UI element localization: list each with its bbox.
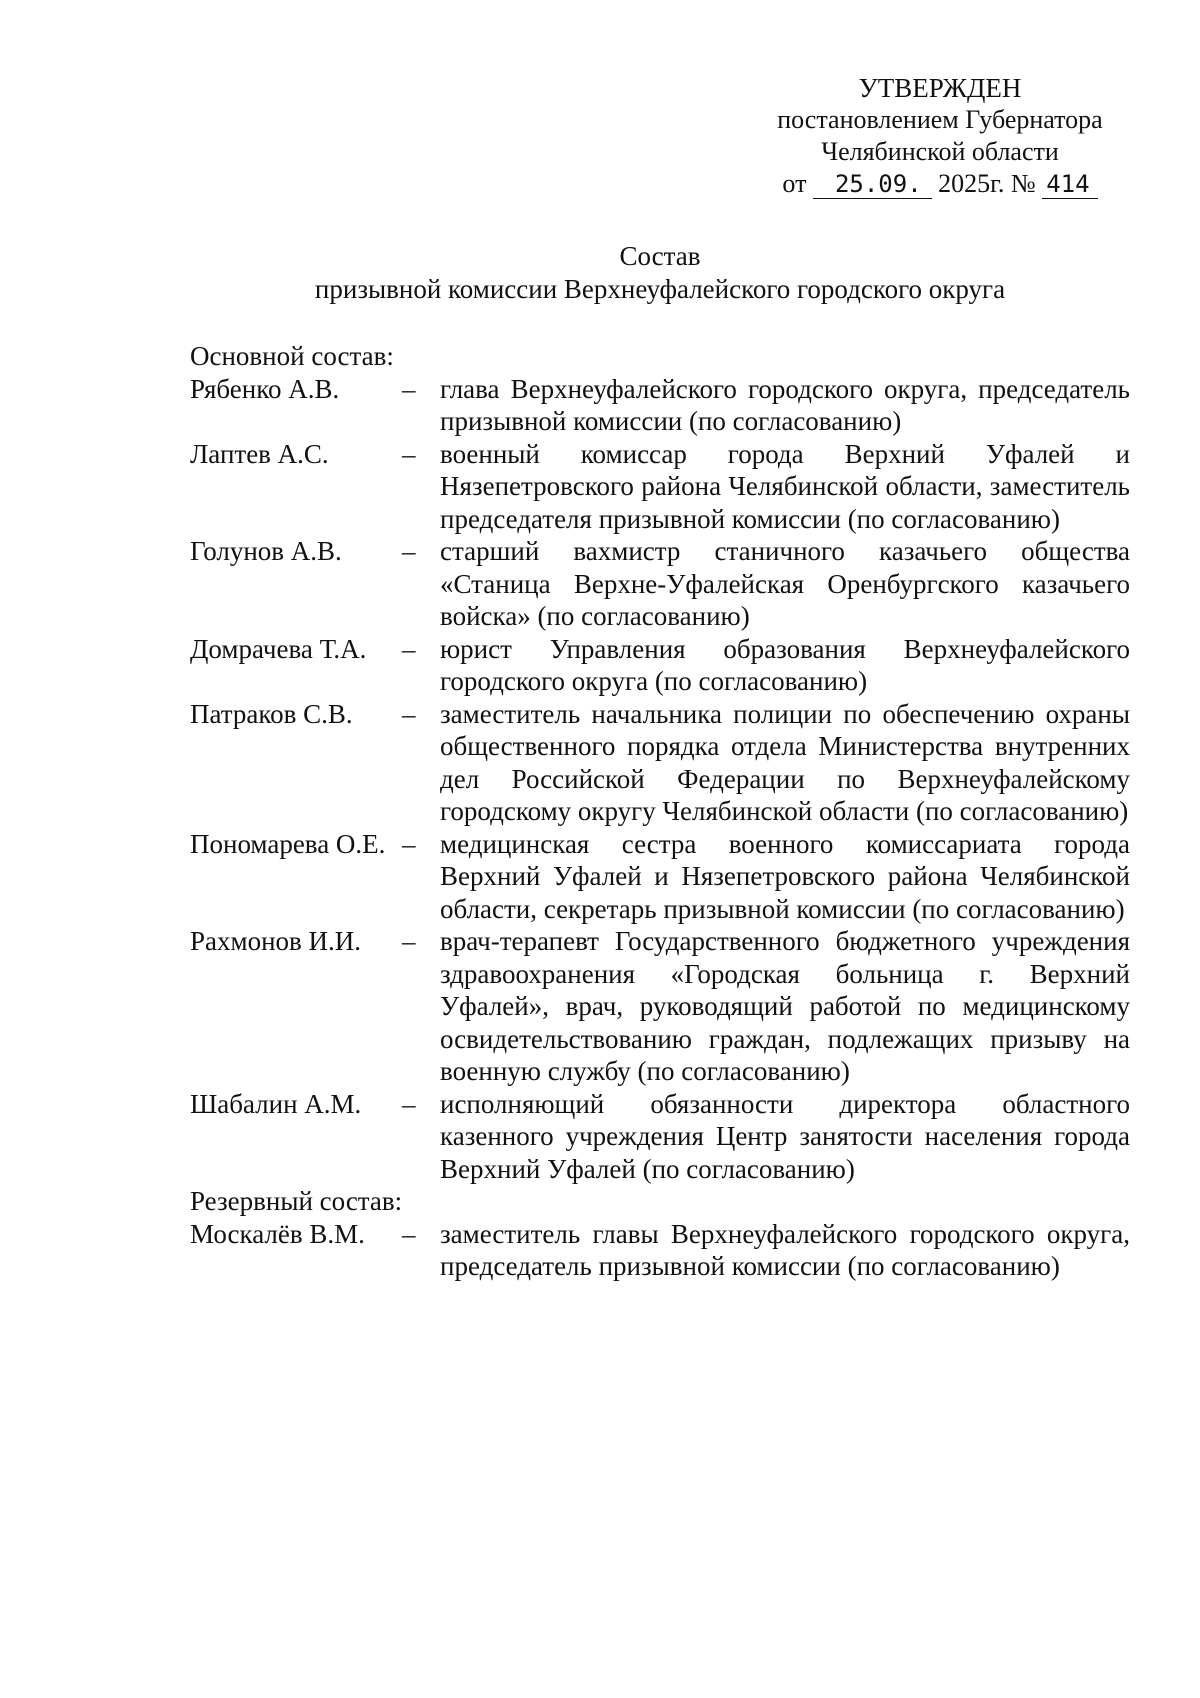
member-description: военный комиссар города Верхний Уфалей и Нязепетровского района Челябинской области, заместитель председателя призывной комиссии (по согласованию) bbox=[440, 438, 1130, 534]
member-name: Москалёв В.М. bbox=[190, 1218, 365, 1249]
member-name: Домрачева Т.А. bbox=[190, 633, 367, 664]
member-name: Рахмонов И.И. bbox=[190, 926, 362, 956]
document-title: Состав bbox=[619, 241, 701, 271]
member-row bbox=[190, 438, 1130, 536]
approval-stamp bbox=[740, 72, 1140, 200]
member-dash: – bbox=[402, 373, 416, 404]
document-heading bbox=[180, 240, 1140, 306]
approval-line-1: постановлением Губернатора bbox=[777, 105, 1103, 134]
member-dash: – bbox=[402, 536, 416, 566]
member-description: глава Верхнеуфалейского городского округа, председатель призывной комиссии (по согласованию) bbox=[440, 373, 1130, 436]
commission-roster bbox=[190, 340, 1130, 1283]
date-prefix: от bbox=[782, 169, 807, 198]
member-description: старший вахмистр станичного казачьего общества «Станица Верхне-Уфалейская Оренбургского казачьего войска» (по согласованию) bbox=[440, 536, 1130, 631]
member-dash: – bbox=[402, 1088, 416, 1119]
member-row bbox=[190, 633, 1130, 698]
date-value: 25.09. bbox=[813, 170, 932, 199]
member-row bbox=[190, 373, 1130, 438]
member-name: Пономарева О.Е. bbox=[190, 828, 386, 859]
member-row bbox=[190, 828, 1130, 926]
member-name: Шабалин А.М. bbox=[190, 1088, 362, 1119]
member-row bbox=[190, 925, 1130, 1088]
member-dash: – bbox=[402, 633, 416, 664]
member-description: заместитель начальника полиции по обеспечению охраны общественного порядка отдела Министерства внутренних дел Российской Федерации по Верхнеуфалейскому городскому округу Челябинской области (по согласованию) bbox=[440, 698, 1130, 826]
member-name: Лаптев А.С. bbox=[190, 438, 329, 469]
member-name: Рябенко А.В. bbox=[190, 373, 340, 404]
reserve-section-label: Резервный состав: bbox=[190, 1186, 403, 1216]
approval-title: УТВЕРЖДЕН bbox=[858, 73, 1022, 103]
member-description: врач-терапевт Государственного бюджетного учреждения здравоохранения «Городская больница г. Верхний Уфалей», врач, руководящий работой по медицинскому освидетельствованию граждан, подлежащих призыву на военную службу (по согласованию) bbox=[440, 926, 1130, 1086]
member-dash: – bbox=[402, 1218, 416, 1249]
member-name: Патраков С.В. bbox=[190, 698, 353, 729]
member-row bbox=[190, 1088, 1130, 1186]
document-subtitle: призывной комиссии Верхнеуфалейского городского округа bbox=[314, 274, 1006, 304]
member-row bbox=[190, 1218, 1130, 1283]
decree-number: 414 bbox=[1042, 170, 1097, 199]
member-dash: – bbox=[402, 438, 416, 469]
member-row bbox=[190, 698, 1130, 828]
main-member-list bbox=[190, 373, 1130, 1186]
member-row bbox=[190, 535, 1130, 633]
approval-date-line bbox=[740, 168, 1140, 200]
date-suffix: 2025г. № bbox=[938, 169, 1036, 198]
member-name: Голунов А.В. bbox=[190, 536, 342, 566]
member-description: юрист Управления образования Верхнеуфалейского городского округа (по согласованию) bbox=[440, 633, 1130, 696]
main-section-label: Основной состав: bbox=[190, 341, 394, 371]
member-dash: – bbox=[402, 698, 416, 729]
member-description: заместитель главы Верхнеуфалейского городского округа, председатель призывной комиссии (по согласованию) bbox=[440, 1218, 1130, 1281]
member-description: медицинская сестра военного комиссариата города Верхний Уфалей и Нязепетровского района Челябинской области, секретарь призывной комиссии (по согласованию) bbox=[440, 828, 1130, 924]
member-dash: – bbox=[402, 828, 416, 859]
member-description: исполняющий обязанности директора областного казенного учреждения Центр занятости населения города Верхний Уфалей (по согласованию) bbox=[440, 1088, 1130, 1184]
reserve-member-list bbox=[190, 1218, 1130, 1283]
approval-line-2: Челябинской области bbox=[821, 137, 1059, 166]
member-dash: – bbox=[402, 926, 416, 956]
